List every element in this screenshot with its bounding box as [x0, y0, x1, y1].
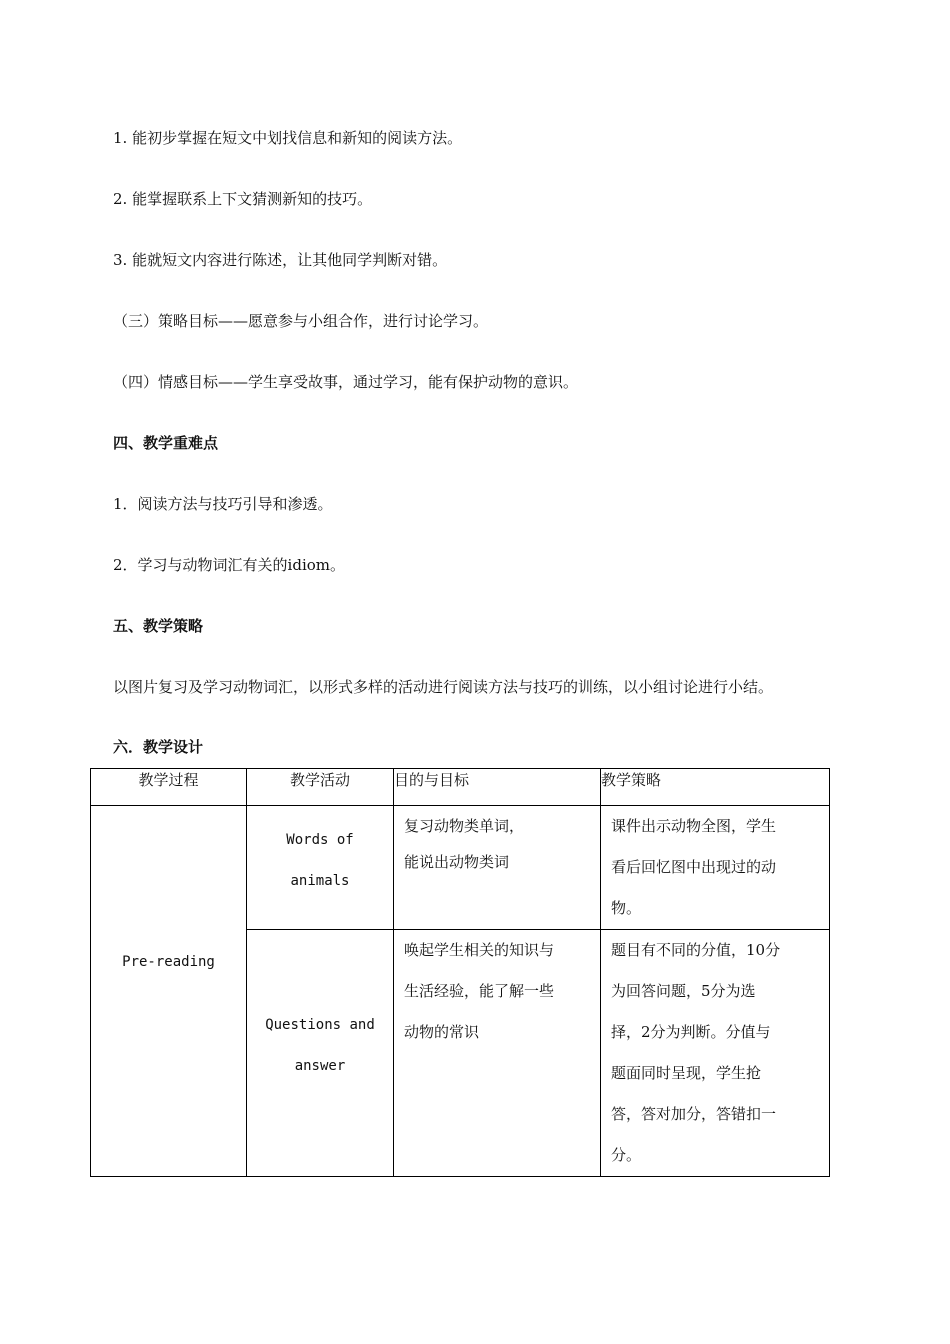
emotion-goal: （四）情感目标——学生享受故事，通过学习，能有保护动物的意识。	[113, 373, 579, 391]
strategy-cell	[601, 930, 830, 1177]
goal-line: 唤起学生相关的知识与	[404, 941, 555, 959]
strategy-line: 择，2分为判断。分值与	[611, 1023, 771, 1041]
goal-cell	[394, 930, 601, 1177]
strategy-line: 答，答对加分，答错扣一	[611, 1105, 777, 1123]
activity-line: animals	[290, 873, 350, 889]
activity-cell	[247, 930, 394, 1177]
goal-line: 生活经验，能了解一些	[404, 982, 555, 1000]
strategy-line: 课件出示动物全图，学生	[611, 817, 777, 835]
table-row	[91, 806, 830, 930]
key-point-2: 2．学习与动物词汇有关的idiom。	[113, 556, 345, 574]
strategy-line: 为回答问题，5分为选	[611, 982, 756, 1000]
header-goal: 目的与目标	[394, 769, 601, 806]
design-table	[90, 768, 830, 1177]
section5-heading: 五、教学策略	[113, 617, 204, 635]
table-header-row	[91, 769, 830, 806]
stage-label: Pre-reading	[122, 954, 215, 970]
strategy-line: 题面同时呈现，学生抢	[611, 1064, 762, 1082]
objective-2: 2. 能掌握联系上下文猜测新知的技巧。	[113, 190, 373, 208]
section4-heading: 四、教学重难点	[113, 434, 219, 452]
activity-line: Questions and	[265, 1017, 375, 1033]
header-strategy: 教学策略	[601, 769, 830, 806]
activity-line: answer	[294, 1058, 346, 1074]
activity-cell	[247, 806, 394, 930]
key-point-1: 1．阅读方法与技巧引导和渗透。	[113, 495, 333, 513]
section6-heading: 六．教学设计	[113, 738, 204, 756]
goal-line: 复习动物类单词，	[404, 817, 525, 835]
stage-cell	[91, 806, 247, 1177]
goal-line: 动物的常识	[404, 1023, 480, 1041]
strategy-line: 分。	[611, 1146, 642, 1164]
header-stage: 教学过程	[91, 769, 247, 806]
activity-line: Words of	[286, 832, 354, 848]
objective-3: 3. 能就短文内容进行陈述，让其他同学判断对错。	[113, 251, 448, 269]
strategy-text: 以图片复习及学习动物词汇，以形式多样的活动进行阅读方法与技巧的训练，以小组讨论进行小结。	[113, 678, 774, 696]
strategy-cell	[601, 806, 830, 930]
header-activity: 教学活动	[247, 769, 394, 806]
objective-1: 1. 能初步掌握在短文中划找信息和新知的阅读方法。	[113, 129, 463, 147]
strategy-line: 物。	[611, 899, 642, 917]
strategy-line: 看后回忆图中出现过的动	[611, 858, 777, 876]
goal-cell	[394, 806, 601, 930]
strategy-goal: （三）策略目标——愿意参与小组合作，进行讨论学习。	[113, 312, 489, 330]
strategy-line: 题目有不同的分值，10分	[611, 941, 781, 959]
goal-line: 能说出动物类词	[404, 853, 510, 871]
